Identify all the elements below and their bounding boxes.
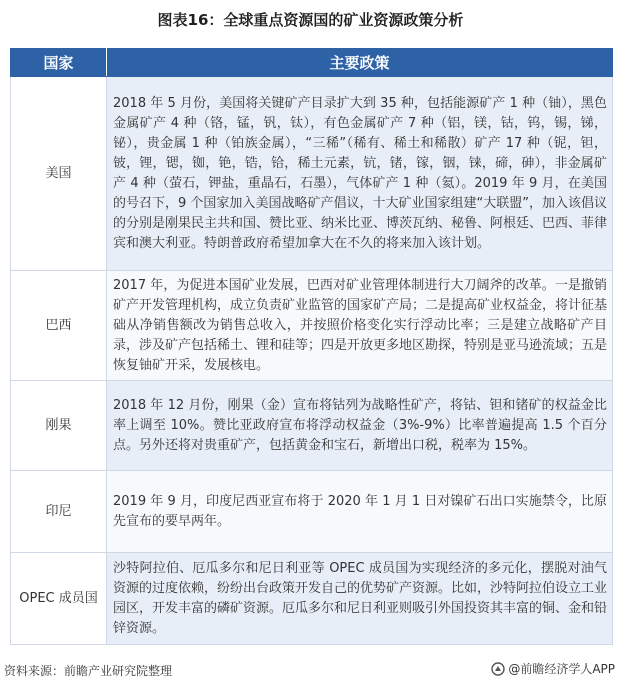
table-row (11, 381, 613, 471)
header-policy: 主要政策 (107, 49, 613, 77)
chart-title: 图表16：全球重点资源国的矿业资源政策分析 (157, 11, 464, 29)
country-cell: OPEC 成员国 (11, 553, 107, 645)
table-header-row (11, 49, 613, 77)
brand-label: @前瞻经济学人APP (508, 662, 615, 676)
policy-cell: 2018 年 12 月份，刚果（金）宣布将钴列为战略性矿产，将钴、钽和锗矿的权益金比率上调至 10%。赞比亚政府宣布将浮动权益金（3%-9%）比率普遍提高 1.5 个百分点。另外还将对贵重矿产，包括黄金和宝石，新增出口税，税率为 15%。 (107, 381, 613, 471)
brand-mark (491, 660, 615, 677)
country-cell: 刚果 (11, 381, 107, 471)
policy-table (10, 48, 613, 645)
table-row (11, 471, 613, 553)
country-cell: 巴西 (11, 271, 107, 381)
header-country: 国家 (11, 49, 107, 77)
policy-cell: 2019 年 9 月，印度尼西亚宣布将于 2020 年 1 月 1 日对镍矿石出口实施禁令，比原先宣布的要早两年。 (107, 471, 613, 553)
policy-cell: 2017 年，为促进本国矿业发展，巴西对矿业管理体制进行大刀阔斧的改革。一是撤销矿产开发管理机构，成立负责矿业监管的国家矿产局；二是提高矿业权益金，将计征基础从净销售额改为销售总收入，并按照价格变化实行浮动比率；三是建立战略矿产目录，涉及矿产包括稀土、锂和硅等；四是开放更多地区勘探，特别是亚马逊流域；五是恢复铀矿开采，发展核电。 (107, 271, 613, 381)
source-note: 资料来源：前瞻产业研究院整理 (4, 664, 173, 678)
table-row (11, 553, 613, 645)
policy-cell: 2018 年 5 月份，美国将关键矿产目录扩大到 35 种，包括能源矿产 1 种（铀），黑色金属矿产 4 种（铬，锰，钒，钛），有色金属矿产 7 种（铝，镁，钴，钨，锡，锑，铋），贵金属 1 种（铂族金属），“三稀”（稀有、稀土和稀散）矿产 17 种（铌，钽，铍，锂，锶，铷，铯，锆，铪，稀土元素，钪，锗，镓，铟，铼，碲，砷），非金属矿产 4 种（萤石，钾盐，重晶石，石墨），气体矿产 1 种（氦）。2019 年 9 月，在美国的号召下，9 个国家加入美国战略矿产倡议，十大矿业国家组建“大联盟”，加入该倡议的分别是刚果民主共和国、赞比亚、纳米比亚、博茨瓦纳、秘鲁、阿根廷、巴西、菲律宾和澳大利亚。特朗普政府希望加拿大在不久的将来加入该计划。 (107, 77, 613, 271)
policy-cell: 沙特阿拉伯、厄瓜多尔和尼日利亚等 OPEC 成员国为实现经济的多元化，摆脱对油气资源的过度依赖，纷纷出台政策开发自己的优势矿产资源。比如，沙特阿拉伯设立工业园区，开发丰富的磷矿资源。厄瓜多尔和尼日利亚则吸引外国投资其丰富的铜、金和铅锌资源。 (107, 553, 613, 645)
country-cell: 印尼 (11, 471, 107, 553)
country-cell: 美国 (11, 77, 107, 271)
qianzhan-logo-icon (491, 662, 505, 676)
table-row (11, 271, 613, 381)
table-row (11, 77, 613, 271)
